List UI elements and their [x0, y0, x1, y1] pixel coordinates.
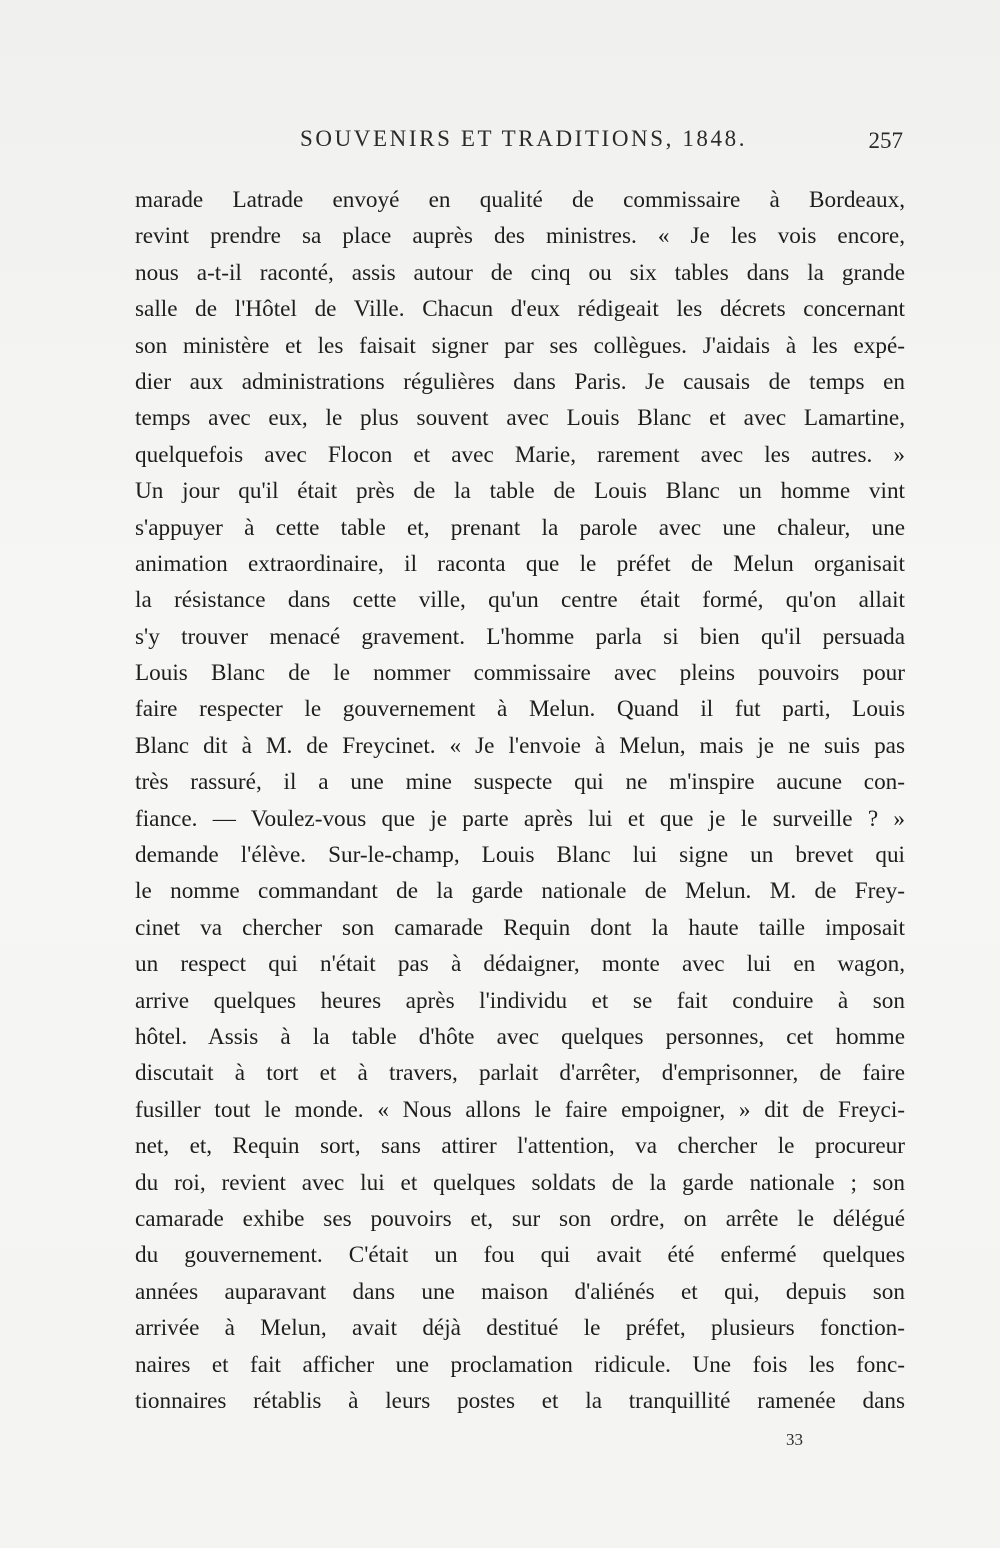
text-line: salle de l'Hôtel de Ville. Chacun d'eux rédigeait les décrets concernant	[135, 296, 905, 323]
running-title: SOUVENIRS ET TRADITIONS, 1848.	[300, 126, 748, 151]
text-line: du roi, revient avec lui et quelques soldats de la garde nationale ; son	[135, 1169, 905, 1196]
text-line: marade Latrade envoyé en qualité de commissaire à Bordeaux,	[135, 187, 905, 213]
text-line: très rassuré, il a une mine suspecte qui ne m'inspire aucune con-	[135, 769, 905, 796]
text-line: dier aux administrations régulières dans Paris. Je causais de temps en	[135, 368, 905, 395]
text-line: cinet va chercher son camarade Requin dont la haute taille imposait	[135, 914, 905, 941]
text-line: demande l'élève. Sur-le-champ, Louis Blanc lui signe un brevet qui	[135, 842, 905, 869]
text-line: le nomme commandant de la garde nationale de Melun. M. de Frey-	[135, 878, 905, 905]
text-line: arrive quelques heures après l'individu et se fait conduire à son	[135, 987, 905, 1014]
text-line: Louis Blanc de le nommer commissaire avec pleins pouvoirs pour	[135, 660, 905, 687]
page-header	[138, 126, 903, 166]
text-line: s'appuyer à cette table et, prenant la parole avec une chaleur, une	[135, 514, 905, 541]
text-line: Blanc dit à M. de Freycinet. « Je l'envoie à Melun, mais je ne suis pas	[135, 732, 905, 759]
text-line: animation extraordinaire, il raconta que le préfet de Melun organisait	[135, 550, 905, 577]
text-line: camarade exhibe ses pouvoirs et, sur son ordre, on arrête le délégué	[135, 1205, 905, 1232]
text-line: faire respecter le gouvernement à Melun. Quand il fut parti, Louis	[135, 696, 905, 723]
text-line: revint prendre sa place auprès des ministres. « Je les vois encore,	[135, 223, 905, 250]
text-line: années auparavant dans une maison d'aliénés et qui, depuis son	[135, 1278, 905, 1305]
text-line: fusiller tout le monde. « Nous allons le faire empoigner, » dit de Freyci-	[135, 1096, 905, 1123]
signature-mark: 33	[786, 1430, 803, 1449]
text-line: Un jour qu'il était près de la table de Louis Blanc un homme vint	[135, 478, 905, 505]
text-line: nous a-t-il raconté, assis autour de cinq ou six tables dans la grande	[135, 259, 905, 286]
text-line: hôtel. Assis à la table d'hôte avec quelques personnes, cet homme	[135, 1023, 905, 1050]
text-line: quelquefois avec Flocon et avec Marie, rarement avec les autres. »	[135, 441, 905, 468]
text-line: son ministère et les faisait signer par ses collègues. J'aidais à les expé-	[135, 332, 905, 359]
text-line: naires et fait afficher une proclamation ridicule. Une fois les fonc-	[135, 1351, 905, 1378]
text-line: s'y trouver menacé gravement. L'homme parla si bien qu'il persuada	[135, 623, 905, 650]
text-line: tionnaires rétablis à leurs postes et la tranquillité ramenée dans	[135, 1387, 905, 1414]
text-line: fiance. — Voulez-vous que je parte après lui et que je le surveille ? »	[135, 805, 905, 832]
body-text	[135, 182, 905, 1419]
text-line: la résistance dans cette ville, qu'un centre était formé, qu'on allait	[135, 587, 905, 614]
text-line: discutait à tort et à travers, parlait d'arrêter, d'emprisonner, de faire	[135, 1060, 905, 1087]
text-line: temps avec eux, le plus souvent avec Louis Blanc et avec Lamartine,	[135, 405, 905, 432]
text-line: du gouvernement. C'était un fou qui avait été enfermé quelques	[135, 1242, 905, 1269]
page-number: 257	[868, 128, 903, 153]
text-line: un respect qui n'était pas à dédaigner, monte avec lui en wagon,	[135, 951, 905, 978]
text-line: net, et, Requin sort, sans attirer l'attention, va chercher le procureur	[135, 1133, 905, 1160]
text-line: arrivée à Melun, avait déjà destitué le préfet, plusieurs fonction-	[135, 1315, 905, 1342]
